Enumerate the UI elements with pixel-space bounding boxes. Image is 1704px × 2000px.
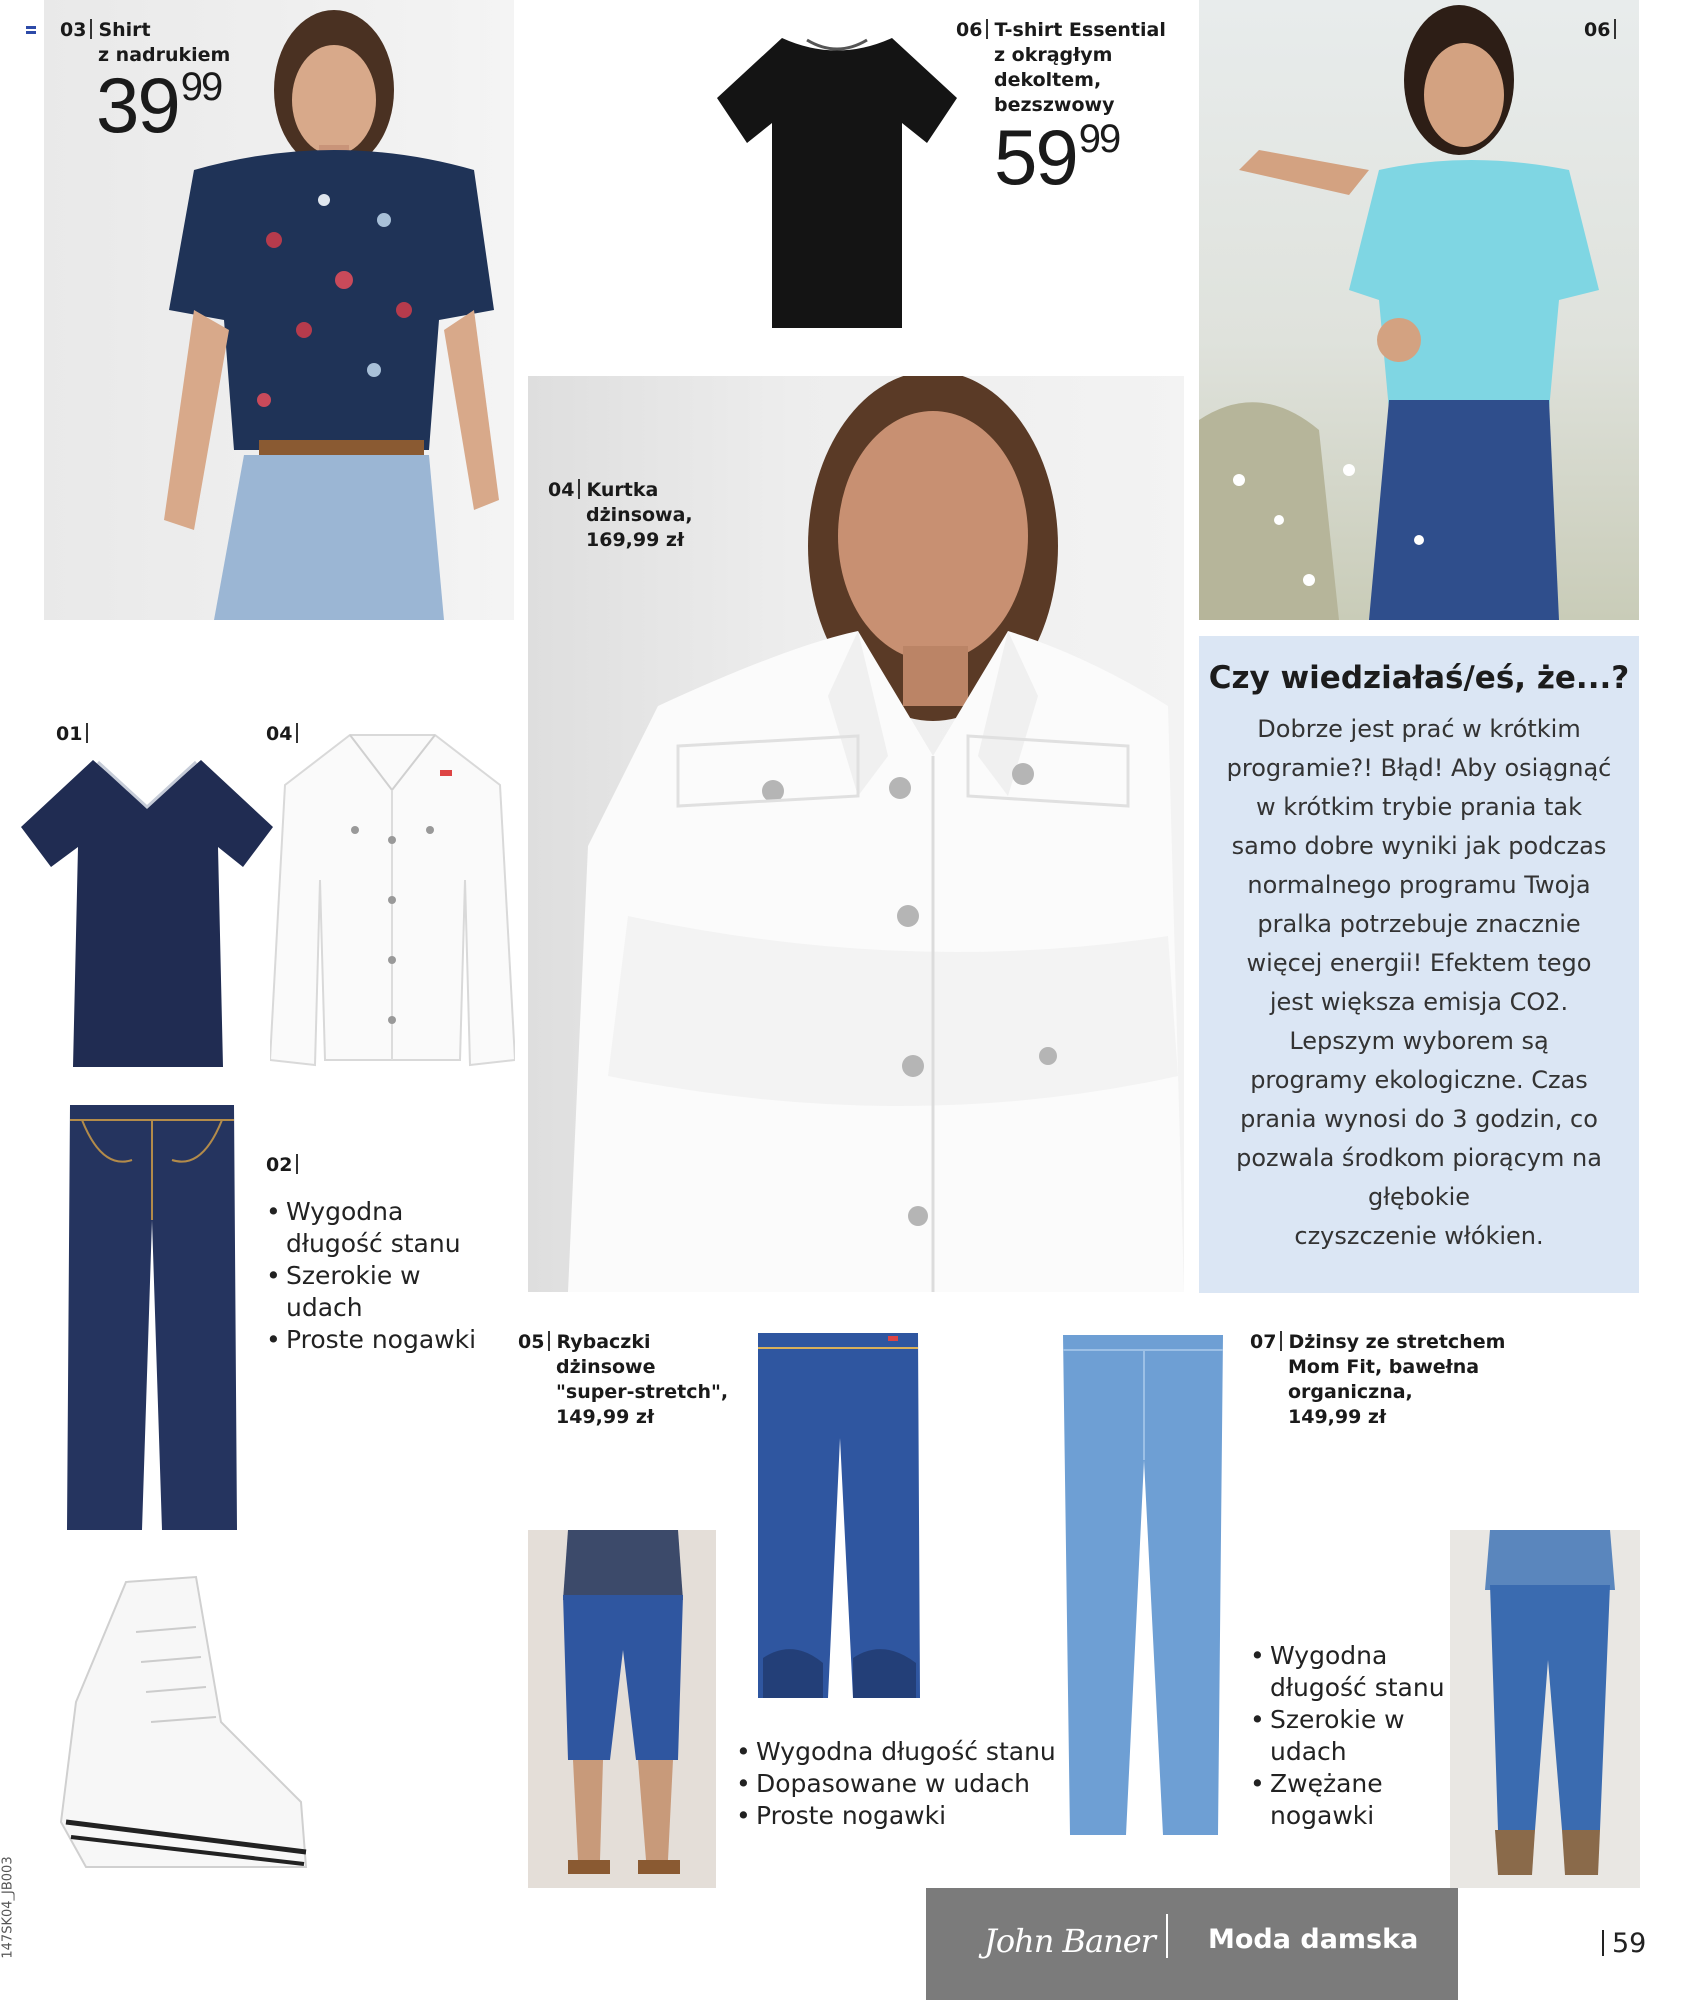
product-06-label: 06 T-shirt Essential z okrągłym dekoltem, bezszwowy <box>956 19 1166 116</box>
photo-capri-jeans <box>748 1328 928 1700</box>
section-title: Moda damska <box>1208 1924 1419 1955</box>
footer-divider <box>1166 1914 1168 1958</box>
product-06-photo-label: 06 <box>1584 18 1622 43</box>
product-price: 149,99 zł <box>1288 1406 1387 1428</box>
photo-blue-tee-model <box>1199 0 1639 620</box>
product-name: Shirt <box>98 19 151 41</box>
photo-dark-straight-jeans <box>62 1100 242 1532</box>
product-number: 06 <box>956 19 983 41</box>
product-07-label: 07 Dżinsy ze stretchem Mom Fit, bawełna organiczna, 149,99 zł <box>1250 1331 1506 1428</box>
product-04-main-label: 04 Kurtka dżinsowa, 169,99 zł <box>548 479 693 551</box>
page-number: 59 <box>1602 1928 1646 1959</box>
footer-bar <box>926 1888 1458 2000</box>
photo-navy-vneck-tee <box>18 752 276 1070</box>
product-number: 03 <box>60 19 87 41</box>
photo-white-high-sneaker <box>56 1572 312 1882</box>
photo-white-denim-jacket <box>270 730 515 1075</box>
brand-logo: John Baner <box>984 1922 1155 1960</box>
photo-black-tshirt <box>712 28 962 333</box>
product-name-line2: z nadrukiem <box>98 44 231 66</box>
info-text: Dobrze jest prać w krótkim programie?! Błąd! Aby osiągnąć w krótkim trybie prania tak samo dobre wyniki jak podczas normalnego programu Twoja pralka potrzebuje znacznie więcej energii! Efektem tego jest większa emisja CO2. Lepszym wyborem są programy ekologiczne. Czas prania wynosi do 3 godzin, co pozwala środkom piorącym na głębokie czyszczenie włókien. <box>1226 715 1612 1250</box>
price-06: 5999 <box>994 113 1120 201</box>
product-02-label: 02 <box>266 1153 304 1178</box>
product-01-label: 01 <box>56 722 94 747</box>
product-price: 149,99 zł <box>556 1406 655 1428</box>
photo-capri-model <box>528 1530 716 1888</box>
product-02-features: • Wygodna długość stanu • Szerokie w udach • Proste nogawki <box>266 1197 477 1354</box>
price-03: 3999 <box>96 61 222 149</box>
product-07-features: • Wygodna długość stanu • Szerokie w udach • Zwężane nogawki <box>1250 1641 1445 1830</box>
product-price: 169,99 zł <box>586 529 685 551</box>
product-05-features: • Wygodna długość stanu • Dopasowane w udach • Proste nogawki <box>736 1737 1056 1830</box>
color-marker <box>26 26 36 36</box>
product-05-label: 05 Rybaczki dżinsowe "super-stretch", 149,99 zł <box>518 1331 729 1428</box>
info-box <box>1199 636 1639 1293</box>
photo-mom-fit-model <box>1450 1530 1640 1888</box>
photo-mom-fit-jeans <box>1058 1330 1230 1840</box>
product-name: T-shirt Essential <box>994 19 1166 41</box>
side-code: 147SK04_JB003 <box>0 1856 16 1959</box>
product-04-small-label: 04 <box>266 722 304 747</box>
info-title: Czy wiedziałaś/eś, że...? <box>1208 660 1630 696</box>
